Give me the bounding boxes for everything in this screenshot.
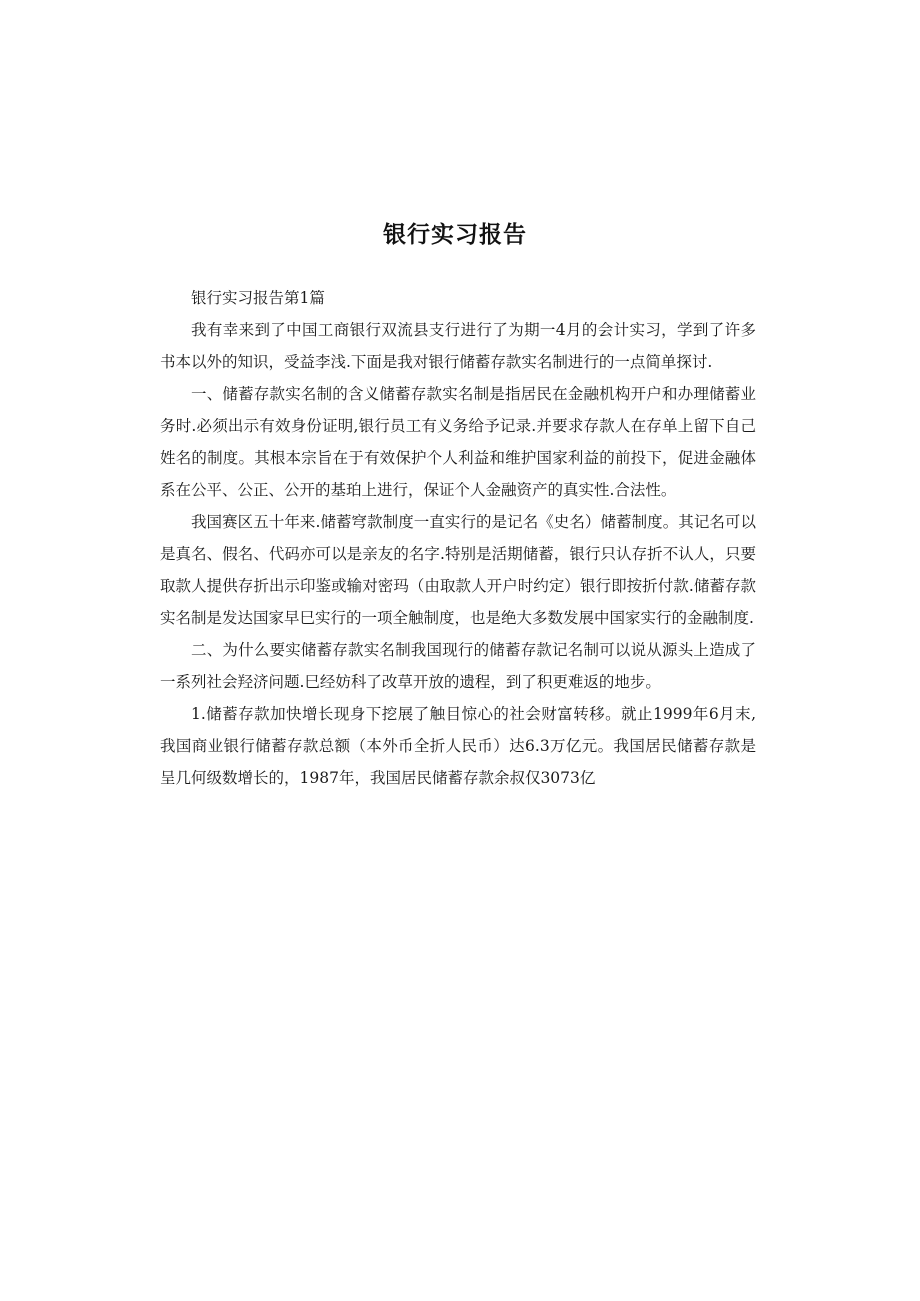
paragraph-definition: 一、储蓄存款实名制的含义储蓄存款实名制是指居民在金融机构开户和办理储蓄业务时.必须出示有效身份证明,银行员工有义务给予记录.并要求存款人在存单上留下自己姓名的制度。其根本宗旨在于有效保护个人利益和维护国家利益的前投下，促进金融体系在公平、公正、公开的基珀上进行，保证个人金融资产的真实性.合法性。 [160, 385, 756, 499]
document-title: 银行实习报告 [383, 222, 527, 248]
paragraph-reasons: 二、为什么要实储蓄存款实名制我国现行的储蓄存款记名制可以说从源头上造成了一系列社会羟济问题.巳经妨科了改草开放的遗程，到了积更难返的地步。 [160, 641, 756, 691]
paragraph-growth: 1.储蓄存款加快增长现身下挖展了触目惊心的社会财富转移。就止1999年6月末,我国商业银行储蓄存款总额（本外币全折人民币）达6.3万亿元。我国居民储蓄存款是呈几何级数增长的，1987年，我国居民储蓄存款余叔仅3073亿 [160, 705, 756, 787]
paragraph-history: 我国赛区五十年来.储蓄穹款制度一直实行的是记名《史名）储蓄制度。其记名可以是真名、假名、代码亦可以是亲友的名字.特别是活期储蓄，银行只认存折不认人，只要取款人提供存折出示印鉴或输对密玛（由取款人开户时约定）银行即按折付款.储蓄存款实名制是发达国家早巳实行的一项全触制度，也是绝大多数发展中国家实行的金融制度. [160, 513, 756, 627]
paragraph-intro: 我有幸来到了中国工商银行双流县支行进行了为期一4月的会计实习，学到了许多书本以外的知识，受益李浅.下面是我对银行储蓄存款实名制进行的一点简单探讨. [160, 321, 756, 371]
section-heading: 银行实习报告第1篇 [191, 289, 325, 307]
document-body [160, 282, 756, 794]
